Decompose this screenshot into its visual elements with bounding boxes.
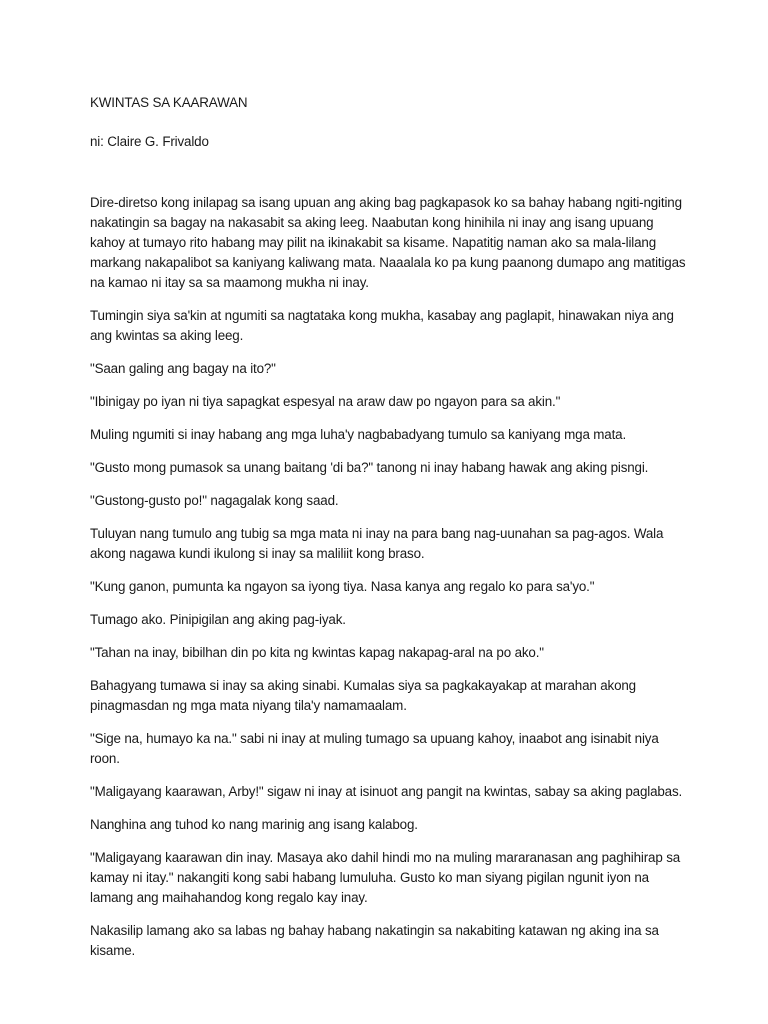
- paragraph-7: "Gustong-gusto po!" nagagalak kong saad.: [90, 493, 339, 508]
- paragraph-4: "Ibinigay po iyan ni tiya sapagkat espesyal na araw daw po ngayon para sa akin.": [90, 394, 561, 409]
- document-title: KWINTAS SA KAARAWAN: [90, 95, 248, 110]
- document-body: [90, 93, 690, 974]
- paragraph-2: Tumingin siya sa'kin at ngumiti sa nagtataka kong mukha, kasabay ang paglapit, hinawakan niya ang ang kwintas sa aking leeg.: [90, 308, 674, 343]
- paragraph-5: Muling ngumiti si inay habang ang mga luha'y nagbabadyang tumulo sa kaniyang mga mata.: [90, 427, 627, 442]
- paragraph-6: "Gusto mong pumasok sa unang baitang 'di ba?" tanong ni inay habang hawak ang aking pisngi.: [90, 460, 649, 475]
- paragraph-16: "Maligayang kaarawan din inay. Masaya ako dahil hindi mo na muling mararanasan ang paghihirap sa kamay ni itay." nakangiti kong sabi habang lumuluha. Gusto ko man siyang pigilan ngunit iyon na lamang ang maihahandog kong regalo kay inay.: [90, 850, 681, 905]
- paragraph-12: Bahagyang tumawa si inay sa aking sinabi. Kumalas siya sa pagkakayakap at marahan akong pinagmasdan ng mga mata niyang tila'y namamaalam.: [90, 678, 636, 713]
- paragraph-10: Tumago ako. Pinipigilan ang aking pag-iyak.: [90, 612, 346, 627]
- paragraph-9: "Kung ganon, pumunta ka ngayon sa iyong tiya. Nasa kanya ang regalo ko para sa'yo.": [90, 579, 595, 594]
- paragraph-14: "Maligayang kaarawan, Arby!" sigaw ni inay at isinuot ang pangit na kwintas, sabay sa aking paglabas.: [90, 784, 683, 799]
- paragraph-11: "Tahan na inay, bibilhan din po kita ng kwintas kapag nakapag-aral na po ako.": [90, 645, 544, 660]
- document-author: ni: Claire G. Frivaldo: [90, 134, 209, 149]
- paragraph-15: Nanghina ang tuhod ko nang marinig ang isang kalabog.: [90, 817, 418, 832]
- paragraph-13: "Sige na, humayo ka na." sabi ni inay at muling tumago sa upuang kahoy, inaabot ang isinabit niya roon.: [90, 731, 659, 766]
- paragraph-1: Dire-diretso kong inilapag sa isang upuan ang aking bag pagkapasok ko sa bahay habang ngiti-ngiting nakatingin sa bagay na nakasabit sa aking leeg. Naabutan kong hinihila ni inay ang isang upuang kahoy at tumayo rito habang may pilit na ikinakabit sa kisame. Napatitig naman ako sa mala-lilang markang nakapalibot sa kaniyang kaliwang mata. Naaalala ko pa kung paanong dumapo ang matitigas na kamao ni itay sa sa maamong mukha ni inay.: [90, 195, 686, 290]
- paragraph-8: Tuluyan nang tumulo ang tubig sa mga mata ni inay na para bang nag-uunahan sa pag-agos. Wala akong nagawa kundi ikulong si inay sa maliliit kong braso.: [90, 526, 664, 561]
- paragraph-17: Nakasilip lamang ako sa labas ng bahay habang nakatingin sa nakabiting katawan ng aking ina sa kisame.: [90, 923, 659, 958]
- paragraph-3: "Saan galing ang bagay na ito?": [90, 361, 276, 376]
